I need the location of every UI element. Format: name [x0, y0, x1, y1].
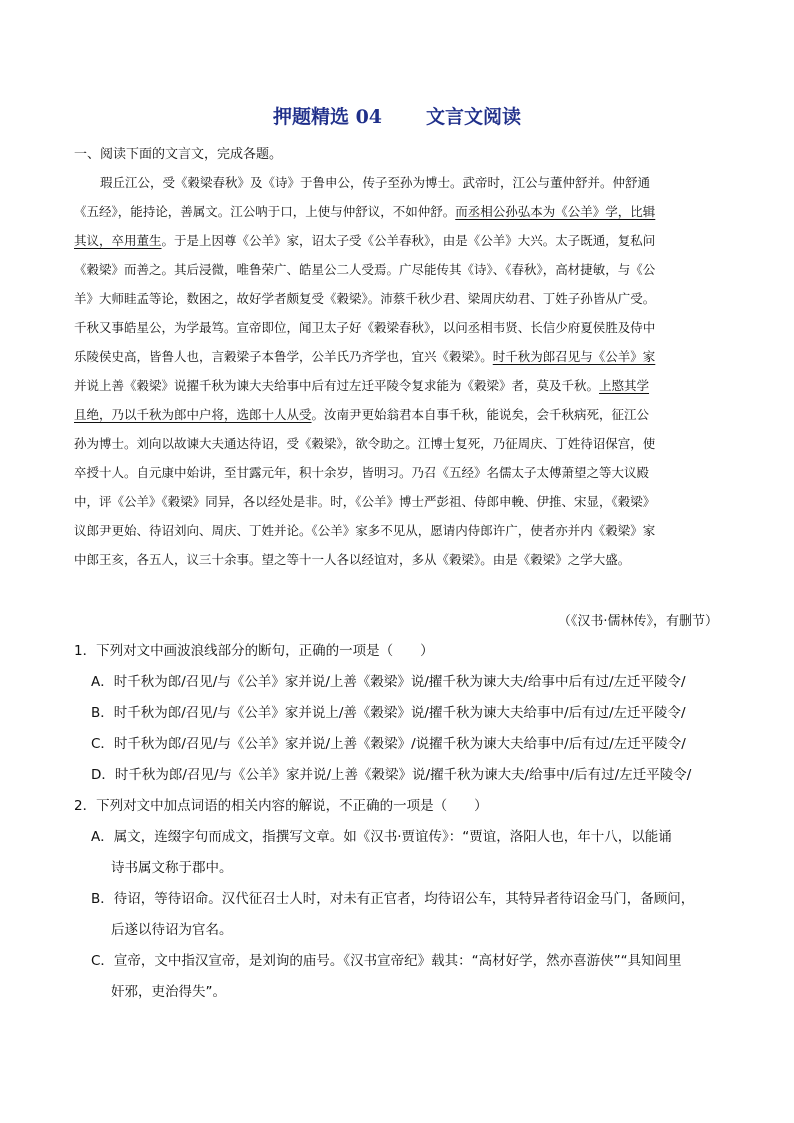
underlined-text: 时千秋为郎召见与《公羊》家 [492, 349, 656, 364]
answer-option: 诗书属文称于郡中。 [111, 860, 233, 876]
underlined-text: 而丞相公孙弘本为《公羊》学，比辑 [455, 204, 656, 219]
passage-text: 孙为博士。刘向以故谏大夫通达待诏，受《穀梁》，欲令助之。江博士复死，乃征周庆、丁姓待诏保宫，使 [74, 436, 656, 451]
passage-text: 《五经》，能持论，善属文。江公呐于口，上使与仲舒议，不如仲舒。 [74, 204, 456, 219]
classical-passage [74, 168, 722, 574]
question-stem: 1．下列对文中画波浪线部分的断句，正确的一项是（ ） [74, 643, 434, 659]
title-part-1: 押题精选 04 [272, 106, 383, 128]
passage-text: 。汝南尹更始翁君本自事千秋，能说矣，会千秋病死，征江公 [311, 407, 650, 422]
passage-text: 议郎尹更始、待诏刘向、周庆、丁姓并论。《公羊》家多不见从，愿请内侍郎许广，使者亦并内《穀梁》家 [74, 523, 656, 538]
question-1 [74, 636, 724, 791]
answer-option: B．时千秋为郎/召见/与《公羊》家并说上/善《穀梁》说/擢千秋为谏大夫给事中/后有过/左迁平陵令/ [91, 705, 686, 721]
passage-text: 《穀梁》而善之。其后浸微，唯鲁荣广、皓星公二人受焉。广尽能传其《诗》、《春秋》，高材捷敏，与《公 [74, 262, 656, 277]
answer-option: A．属文，连缀字句而成文，指撰写文章。如《汉书·贾谊传》：“贾谊，洛阳人也，年十八，以能诵 [91, 829, 672, 845]
answer-option: 后遂以待诏为官名。 [111, 922, 233, 938]
passage-text: 。于是上因尊《公羊》家，诏太子受《公羊春秋》，由是《公羊》大兴。太子既通，复私问 [161, 233, 656, 248]
question-2 [74, 791, 724, 1008]
passage-line [74, 313, 722, 342]
passage-text: 千秋又事皓星公，为学最笃。宣帝即位，闻卫太子好《穀梁春秋》，以问丞相韦贤、长信少府夏侯胜及侍中 [74, 320, 656, 335]
passage-line [74, 429, 722, 458]
answer-option: D．时千秋为郎/召见/与《公羊》家并说/上善《穀梁》说/擢千秋为谏大夫/给事中/后有过/左迁平陵令/ [91, 767, 692, 783]
passage-text: 羊》大师眭孟等论，数困之，故好学者颇复受《穀梁》。沛蔡千秋少君、梁周庆幼君、丁姓子孙皆从广受。 [74, 291, 656, 306]
passage-line [74, 458, 722, 487]
underlined-text: 上愍其学 [599, 378, 650, 393]
passage-text: 乐陵侯史高，皆鲁人也，言穀梁子本鲁学，公羊氏乃齐学也，宜兴《穀梁》。 [74, 349, 493, 364]
passage-line [74, 545, 722, 574]
answer-option: C．宣帝，文中指汉宣帝，是刘询的庙号。《汉书宣帝纪》载其：“高材好学，然亦喜游侠”“具知闾里 [91, 953, 682, 969]
passage-line [74, 197, 722, 226]
answer-option: B．待诏，等待诏命。汉代征召士人时，对未有正官者，均待诏公车，其特异者待诏金马门，备顾问， [91, 891, 695, 907]
answer-option: A．时千秋为郎/召见/与《公羊》家并说/上善《穀梁》说/擢千秋为谏大夫/给事中后有过/左迁平陵令/ [91, 674, 686, 690]
passage-text: 中郎王亥，各五人，议三十余事。望之等十一人各以经谊对，多从《穀梁》。由是《穀梁》之学大盛。 [74, 552, 631, 567]
passage-line [74, 342, 722, 371]
passage-line [74, 487, 722, 516]
passage-line [74, 284, 722, 313]
passage-text: 瑕丘江公，受《穀梁春秋》及《诗》于鲁申公，传子至孙为博士。武帝时，江公与董仲舒并。仲舒通 [100, 175, 651, 190]
underlined-text: 且绝，乃以千秋为郎中户将，选郎十人从受 [74, 407, 312, 422]
passage-line [74, 516, 722, 545]
passage-text: 并说上善《穀梁》说擢千秋为谏大夫给事中后有过左迁平陵令复求能为《穀梁》者，莫及千秋。 [74, 378, 600, 393]
passage-line [74, 371, 722, 400]
passage-line [74, 168, 722, 197]
answer-option: 奸邪，吏治得失”。 [111, 984, 226, 1000]
question-stem: 2．下列对文中加点词语的相关内容的解说，不正确的一项是（ ） [74, 798, 488, 814]
passage-text: 中，评《公羊》《穀梁》同异，各以经处是非。时，《公羊》博士严彭祖、侍郎申輓、伊推、宋显，《穀梁》 [74, 494, 656, 509]
passage-text: 卒授十人。自元康中始讲，至甘露元年，积十余岁，皆明习。乃召《五经》名儒太子太傅萧望之等大议殿 [74, 465, 650, 480]
passage-source: （《汉书·儒林传》，有删节） [557, 614, 718, 629]
underlined-text: 其议，卒用董生 [74, 233, 162, 248]
passage-line [74, 400, 722, 429]
title-part-2: 文言文阅读 [426, 106, 522, 128]
passage-line [74, 255, 722, 284]
answer-option: C．时千秋为郎/召见/与《公羊》家并说/上善《穀梁》/说擢千秋为谏大夫给事中/后有过/左迁平陵令/ [91, 736, 686, 752]
section-heading: 一、阅读下面的文言文，完成各题。 [74, 147, 283, 162]
passage-line [74, 226, 722, 255]
page-title [0, 102, 794, 129]
